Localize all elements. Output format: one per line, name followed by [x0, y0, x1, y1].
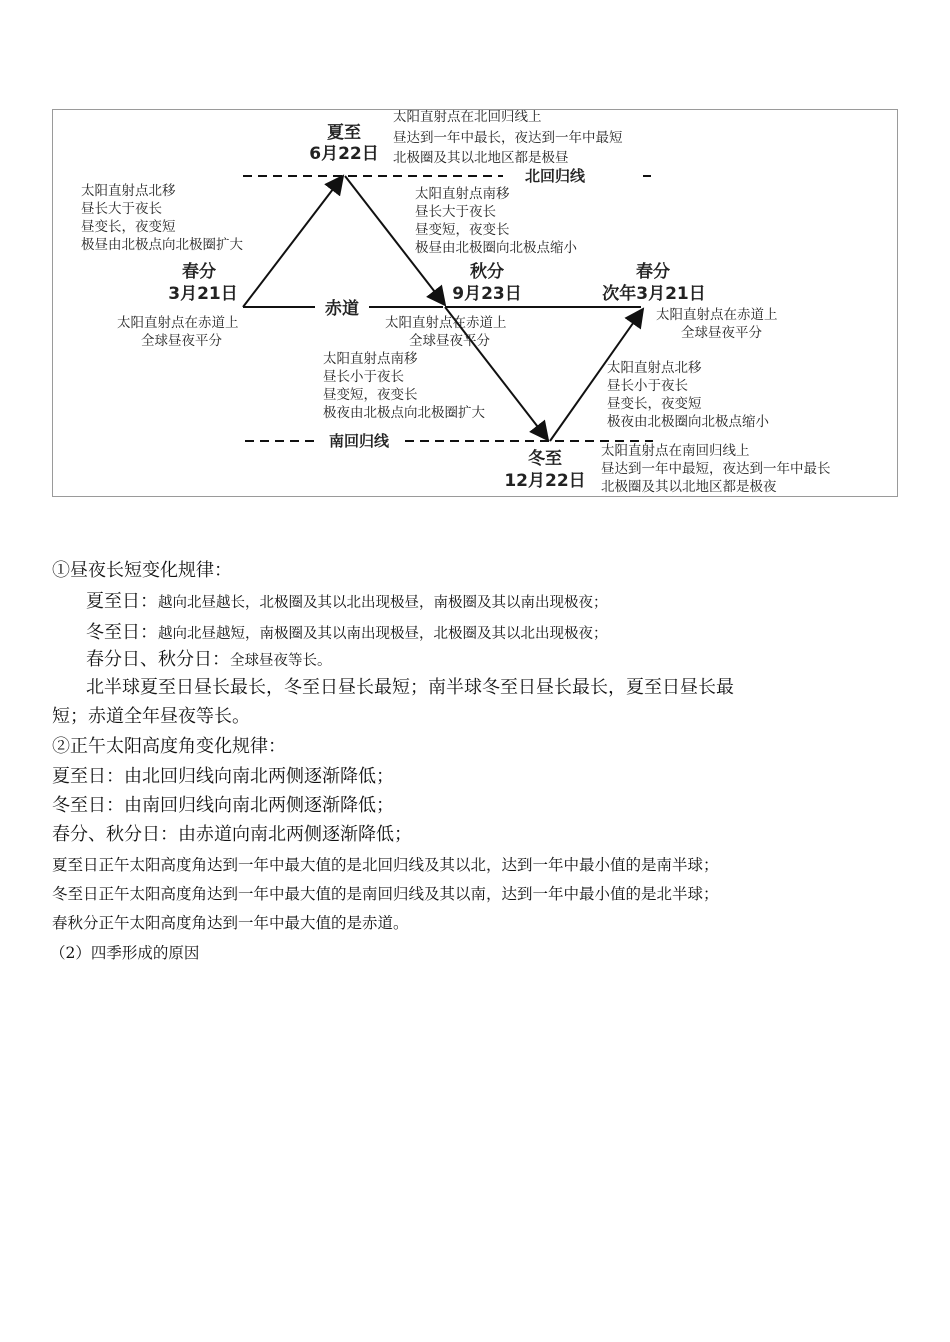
solar-movement-diagram	[52, 109, 898, 497]
diagram-svg	[53, 110, 899, 498]
summer-rule-label: 夏至日：	[86, 591, 158, 612]
winter-rule-label: 冬至日：	[86, 622, 158, 643]
equinox-rule-label: 春分日、秋分日：	[86, 649, 230, 670]
autumn-equator-note-1: 太阳直射点在赤道上	[385, 315, 507, 331]
spring-equator-note-1: 太阳直射点在赤道上	[117, 315, 239, 331]
max-equinox: 春秋分正午太阳高度角达到一年中最大值的是赤道。	[52, 914, 409, 932]
spring-equator-note-2: 全球昼夜平分	[141, 333, 222, 349]
hemisphere-paragraph-line1: 北半球夏至日昼长最长，冬至日昼长最短；南半球冬至日昼长最长，夏至日昼长最	[86, 677, 734, 698]
winter-solstice-name: 冬至	[528, 449, 562, 469]
noon-equinox: 春分、秋分日：由赤道向南北两侧逐渐降低；	[52, 824, 412, 845]
next-spring-equinox-name: 春分	[636, 262, 670, 282]
autumn-winter-note-2: 昼长小于夜长	[323, 369, 404, 385]
spring-summer-note-1: 太阳直射点北移	[81, 183, 176, 199]
equator-label: 赤道	[325, 299, 359, 319]
summer-rule	[86, 591, 608, 614]
winter-rule-text: 越向北昼越短，南极圈及其以南出现极昼，北极圈及其以北出现极夜；	[158, 626, 608, 642]
spring-equinox-name: 春分	[182, 262, 216, 282]
winter-note-3: 北极圈及其以北地区都是极夜	[601, 479, 777, 495]
summer-solstice-name: 夏至	[327, 123, 361, 143]
winter-spring-note-4: 极夜由北极圈向北极点缩小	[607, 414, 769, 430]
heading-noon-angle: ②正午太阳高度角变化规律：	[52, 736, 286, 757]
spring-summer-note-3: 昼变长，夜变短	[81, 219, 176, 235]
summer-note-3: 北极圈及其以北地区都是极昼	[393, 150, 569, 166]
autumn-winter-note-4: 极夜由北极点向北极圈扩大	[323, 405, 485, 421]
winter-solstice-date: 12月22日	[504, 471, 586, 491]
summer-autumn-note-2: 昼长大于夜长	[415, 204, 496, 220]
winter-spring-note-3: 昼变长，夜变短	[607, 396, 702, 412]
autumn-equator-note-2: 全球昼夜平分	[409, 333, 490, 349]
autumn-winter-note-1: 太阳直射点南移	[323, 351, 418, 367]
spring-summer-note-2: 昼长大于夜长	[81, 201, 162, 217]
next-spring-equator-note-2: 全球昼夜平分	[681, 325, 762, 341]
noon-winter: 冬至日：由南回归线向南北两侧逐渐降低；	[52, 795, 394, 816]
equinox-rule	[86, 649, 332, 672]
summer-note-2: 昼达到一年中最长，夜达到一年中最短	[393, 130, 623, 146]
summer-autumn-note-1: 太阳直射点南移	[415, 186, 510, 202]
equinox-rule-text: 全球昼夜等长。	[230, 653, 332, 669]
path-spring-summer	[243, 176, 343, 307]
summer-autumn-note-4: 极昼由北极圈向北极点缩小	[415, 240, 577, 256]
summer-solstice-date: 6月22日	[309, 144, 379, 164]
winter-spring-note-1: 太阳直射点北移	[607, 360, 702, 376]
summer-rule-text: 越向北昼越长，北极圈及其以北出现极昼，南极圈及其以南出现极夜；	[158, 595, 608, 611]
winter-rule	[86, 622, 608, 645]
summer-autumn-note-3: 昼变短，夜变长	[415, 222, 510, 238]
heading-four-seasons: （2）四季形成的原因	[50, 944, 200, 962]
max-winter: 冬至日正午太阳高度角达到一年中最大值的是南回归线及其以南，达到一年中最小值的是北半球；	[52, 885, 719, 903]
next-spring-equinox-date: 次年3月21日	[602, 284, 706, 304]
summer-note-1: 太阳直射点在北回归线上	[393, 110, 542, 125]
autumn-equinox-date: 9月23日	[452, 284, 522, 304]
winter-note-1: 太阳直射点在南回归线上	[601, 443, 750, 459]
autumn-winter-note-3: 昼变短，夜变长	[323, 387, 418, 403]
hemisphere-paragraph-line2: 短；赤道全年昼夜等长。	[52, 706, 250, 727]
spring-equinox-date: 3月21日	[168, 284, 238, 304]
autumn-equinox-name: 秋分	[470, 262, 504, 282]
heading-day-night: ①昼夜长短变化规律：	[52, 560, 232, 581]
tropic-north-label: 北回归线	[524, 167, 586, 185]
winter-spring-note-2: 昼长小于夜长	[607, 378, 688, 394]
tropic-south-label: 南回归线	[328, 432, 390, 450]
next-spring-equator-note-1: 太阳直射点在赤道上	[656, 307, 778, 323]
max-summer: 夏至日正午太阳高度角达到一年中最大值的是北回归线及其以北，达到一年中最小值的是南半球；	[52, 856, 719, 874]
noon-summer: 夏至日：由北回归线向南北两侧逐渐降低；	[52, 766, 394, 787]
winter-note-2: 昼达到一年中最短，夜达到一年中最长	[601, 461, 831, 477]
spring-summer-note-4: 极昼由北极点向北极圈扩大	[81, 237, 243, 253]
